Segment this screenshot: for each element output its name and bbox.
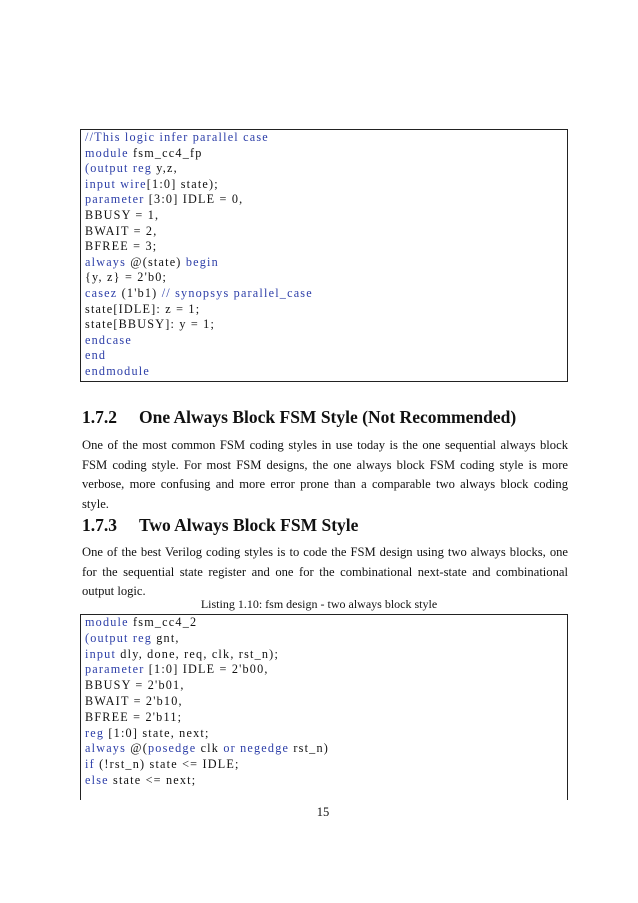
section-number: 1.7.3 (82, 515, 117, 535)
code-keyword: end (85, 348, 107, 363)
code-text: gnt, (152, 630, 180, 645)
code-text: (1'b1) (117, 286, 162, 300)
page-number: 15 (316, 805, 330, 819)
code-text: fsm_cc4_fp (128, 145, 203, 160)
code-line (85, 130, 269, 145)
code-keyword: else (85, 773, 109, 787)
code-text: (!rst_n) state <= IDLE; (94, 757, 240, 772)
code-line (85, 177, 219, 192)
code-line (85, 255, 219, 270)
code-keyword: if (85, 757, 95, 772)
code-line (85, 286, 313, 301)
code-text: y,z, (152, 161, 178, 176)
section-1-7-3-paragraph: One of the best Verilog coding styles is to code the FSM design using two always blocks, one for the sequential state register and one for the combinational next-state and combinational output logic. (82, 545, 568, 598)
code-text: BWAIT = 2'b10, (85, 694, 183, 708)
code-keyword: module (85, 615, 129, 629)
code-line (85, 224, 157, 239)
code-text: [1:0] state); (146, 176, 219, 191)
code-keyword: endmodule (85, 364, 150, 378)
code-text: dly, done, req, clk, rst_n); (116, 646, 280, 661)
code-line (85, 615, 197, 630)
code-text: fsm_cc4_2 (128, 615, 198, 629)
code-line (85, 710, 182, 725)
code-text: BBUSY = 2'b01, (85, 678, 185, 693)
code-line (85, 726, 210, 741)
section-heading-1-7-2 (82, 407, 516, 428)
section-number: 1.7.2 (82, 407, 117, 427)
section-heading-1-7-3 (82, 515, 358, 536)
code-line (85, 270, 167, 285)
code-keyword: (output reg (85, 161, 153, 176)
code-text: clk (196, 741, 224, 756)
code-listing-1 (80, 129, 568, 382)
code-line (85, 662, 269, 677)
code-line (85, 317, 215, 332)
code-keyword: parameter (85, 662, 145, 677)
code-text: [3:0] IDLE = 0, (144, 192, 244, 207)
code-text: BWAIT = 2, (85, 223, 158, 238)
code-text: BFREE = 2'b11; (85, 709, 183, 724)
code-keyword: input wire (85, 176, 147, 191)
code-line (85, 161, 178, 176)
code-line (85, 647, 279, 662)
listing-caption: Listing 1.10: fsm design - two always block style (200, 597, 438, 611)
code-text: rst_n) (289, 741, 330, 756)
code-text: [1:0] state, next; (104, 725, 210, 740)
code-text: BBUSY = 1, (85, 208, 160, 222)
code-line (85, 678, 185, 693)
code-text: @(state) (126, 254, 186, 269)
section-1-7-2-paragraph: One of the most common FSM coding styles in use today is the one sequential always block FSM coding style. For most FSM designs, the one always block FSM coding style is more verbose, more confusing and more error prone than a comparable two always block coding style. (82, 438, 568, 511)
code-line (85, 302, 200, 317)
code-line (85, 364, 150, 379)
code-keyword: begin (185, 254, 219, 269)
code-text: state[IDLE]: z = 1; (85, 301, 201, 316)
code-line (85, 631, 180, 646)
code-line (85, 239, 157, 254)
code-line (85, 208, 159, 223)
code-listing-2 (80, 614, 568, 800)
section-title: Two Always Block FSM Style (139, 515, 359, 535)
code-keyword: or negedge (223, 741, 290, 756)
code-keyword: always (85, 254, 127, 269)
code-text: state <= next; (108, 773, 197, 787)
code-text: [1:0] IDLE = 2'b00, (144, 662, 269, 677)
code-keyword: module (85, 145, 129, 160)
code-text: @( (126, 741, 148, 756)
code-keyword: (output reg (85, 630, 153, 645)
code-line (85, 694, 183, 709)
code-line (85, 192, 243, 207)
code-keyword: input (85, 646, 117, 661)
code-line (85, 757, 240, 772)
code-line (85, 146, 203, 161)
code-keyword: reg (85, 725, 105, 740)
section-title: One Always Block FSM Style (Not Recommended) (139, 407, 517, 427)
code-keyword: casez (85, 286, 118, 300)
code-comment: //This logic infer parallel case (85, 130, 269, 144)
code-text: state[BBUSY]: y = 1; (85, 317, 216, 332)
code-keyword: endcase (85, 332, 132, 347)
code-line (85, 333, 132, 348)
code-line (85, 773, 196, 788)
code-text: {y, z} = 2'b0; (85, 270, 168, 285)
code-comment: // synopsys parallel_case (161, 286, 313, 300)
code-line (85, 741, 329, 756)
code-keyword: parameter (85, 192, 145, 207)
code-keyword: always (85, 741, 127, 756)
code-text: BFREE = 3; (85, 239, 158, 254)
code-line (85, 348, 106, 363)
code-keyword: posedge (147, 741, 197, 756)
